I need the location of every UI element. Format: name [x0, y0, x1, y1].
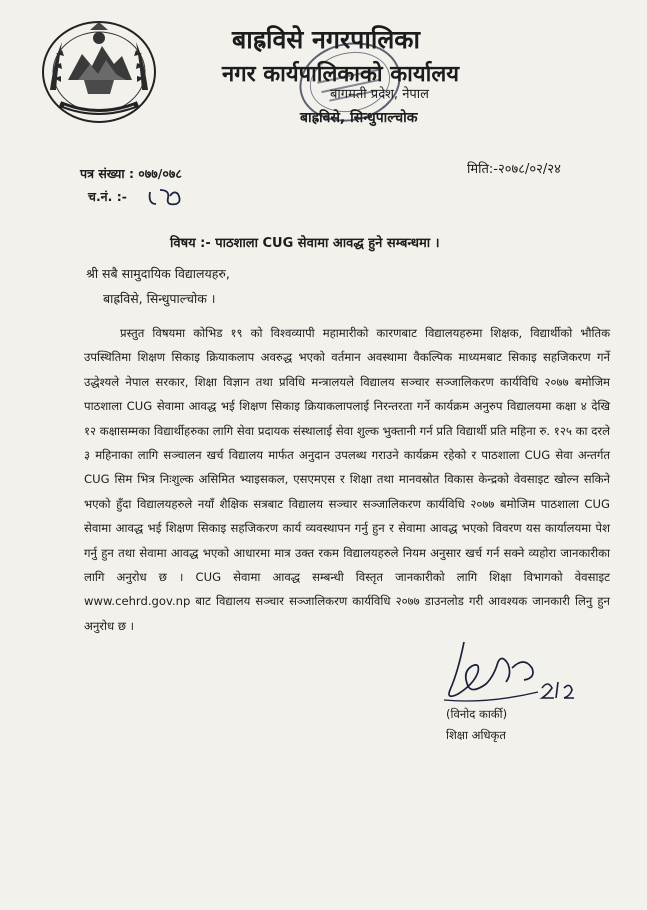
- letter-body: प्रस्तुत विषयमा कोभिड १९ को विश्वव्यापी महामारीको कारणबाट विद्यालयहरुमा शिक्षक, विद्यार्थीको भौतिक उपस्थितिमा शिक्षण सिकाइ क्रियाकलाप अवरुद्ध भएको वर्तमान अवस्थामा वैकल्पिक माध्यमबाट सिकाइ सहजिकरण गर्ने उद्धेश्यले नेपाल सरकार, शिक्षा विज्ञान तथा प्रविधि मन्त्रालयले विद्यालय सञ्चार सञ्जालिकरण कार्यविधि २०७७ बमोजिम पाठशाला CUG सेवामा आवद्ध भई शिक्षण सिकाइ क्रियाकलापलाई निरन्तरता गर्ने कार्यक्रम अनुरुप विद्यालयमा कक्षा ४ देखि १२ कक्षासम्मका विद्यार्थीहरुका लागि सेवा प्रदायक संस्थालाई सेवा शुल्क भुक्तानी गर्न प्रति विद्यार्थी प्रति महिना रु. १२५ का दरले ३ महिनाका लागि सञ्चालन खर्च विद्यालय मार्फत अनुदान उपलब्ध गराउने कार्यक्रम रहेको र पाठशाला CUG सेवा अन्तर्गत CUG सिम भित्र निःशुल्क असिमित भ्याइसकल, एसएमएस र शिक्षा तथा मानवस्रोत विकास केन्द्रको वेवसाइट खोल्न सकिने भएको हुँदा विद्यालयहरुले नयाँ शैक्षिक सत्रबाट विद्यालय सञ्चार सञ्जालिकरण कार्यविधि २०७७ बमोजिम पाठशाला CUG सेवामा आवद्ध भई शिक्षण सिकाइ सहजिकरण कार्य व्यवस्थापन गर्नु हुन र सेवामा आवद्ध भएको विवरण यस कार्यालयमा पेश गर्नु हुन तथा सेवामा आवद्ध भएको आधारमा मात्र उक्त रकम विद्यालयहरुले नियम अनुसार खर्च गर्न सक्ने व्यहोरा जानकारीका लागि अनुरोध छ । CUG सेवामा आवद्ध सम्बन्धी विस्तृत जानकारीको लागि शिक्षा विभागको वेवसाइट www.cehrd.gov.np बाट विद्यालय सञ्चार सञ्जालिकरण कार्यविधि २०७७ डाउनलोड गरी आवश्यक जानकारी लिनु हुन अनुरोध छ ।: [84, 326, 610, 633]
- letter-date: मिति:-२०७८/०२/२४: [467, 162, 561, 177]
- nepal-emblem-icon: [40, 20, 158, 128]
- letterhead-office-name: नगर कार्यपालिकाको कार्यालय: [222, 62, 459, 87]
- letter-dispatch-number: च.नं. :-: [88, 189, 127, 204]
- signatory-title: शिक्षा अधिकृत: [446, 728, 506, 742]
- recipient-line-2: बाह्रविसे, सिन्धुपाल्चोक ।: [103, 291, 216, 306]
- handwritten-signature-icon: [428, 632, 588, 712]
- signatory-name: (विनोद कार्की): [446, 707, 508, 721]
- letter-reference-number: पत्र संख्या : ०७७/०७८: [80, 166, 182, 181]
- letterhead-municipality-name: बाह्रविसे नगरपालिका: [232, 25, 420, 54]
- letter-subject: विषय :- पाठशाला CUG सेवामा आवद्ध हुने सम्बन्धमा ।: [170, 236, 440, 251]
- handwritten-number-icon: [146, 186, 186, 210]
- letterhead-province: बागमती प्रदेश, नेपाल: [330, 87, 429, 102]
- recipient-line-1: श्री सबै सामुदायिक विद्यालयहरु,: [86, 266, 230, 281]
- letterhead-address: बाह्रविसे, सिन्धुपाल्चोक: [300, 110, 418, 126]
